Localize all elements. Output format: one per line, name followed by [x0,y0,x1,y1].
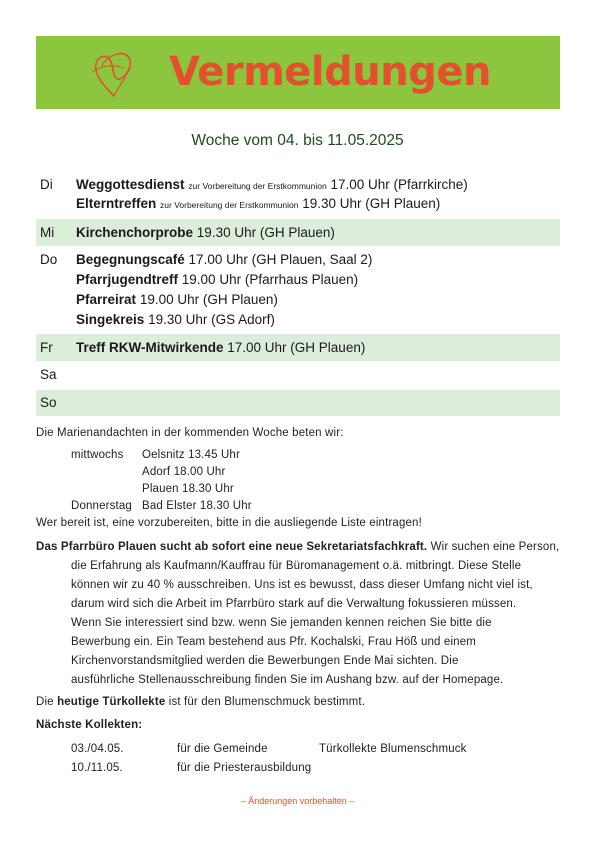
day-label: Di [40,177,53,192]
footer-note: – Änderungen vorbehalten – [240,796,355,806]
marienandachten-thursday-label: Donnerstag [71,500,132,512]
job-line: die Erfahrung als Kaufmann/Kauffrau für Büromanagement o.ä. mitbringt. Diese Stelle [71,560,522,572]
event-name: Kirchenchorprobe [76,225,194,240]
job-first-line [36,541,559,553]
kollekte-highlight: heutige Türkollekte [57,696,166,708]
event-note: zur Vorbereitung der Erstkommunion [188,181,327,191]
event-line [76,312,275,327]
event-time: 19.30 Uhr (GH Plauen) [302,196,441,211]
event-line [76,225,335,240]
week-title: Woche vom 04. bis 11.05.2025 [191,132,404,149]
event-name: Treff RKW-Mitwirkende [76,340,224,355]
event-line [76,196,440,211]
event-line [76,292,278,307]
job-first-line-rest: Wir suchen eine Person, [430,541,560,553]
collection-purpose: für die Priesterausbildung [177,762,312,774]
kollekte-suffix: ist für den Blumenschmuck bestimmt. [168,696,366,708]
job-line: Kirchenvorstandsmitglied werden die Bewerbungen Ende Mai sichten. Die [71,655,459,667]
event-line [76,272,358,287]
collection-date: 10./11.05. [71,762,123,774]
event-name: Singekreis [76,312,145,327]
marienandachten-intro: Die Marienandachten in der kommenden Woche beten wir: [36,427,344,439]
kollekte-prefix: Die [36,696,54,708]
event-time: 19.30 Uhr (GH Plauen) [196,225,335,240]
collection-purpose: für die Gemeinde [177,743,268,755]
day-label: Do [40,252,58,267]
heart-ribbon-logo-icon [88,44,144,102]
event-line [76,340,365,355]
event-name: Pfarreirat [76,292,137,307]
marienandachten-item: Plauen 18.30 Uhr [142,483,234,495]
marienandachten-item: Oelsnitz 13.45 Uhr [142,449,240,461]
event-time: 17.00 Uhr (GH Plauen, Saal 2) [188,252,373,267]
event-time: 19.00 Uhr (Pfarrhaus Plauen) [181,272,359,287]
event-name: Begegnungscafé [76,252,185,267]
event-line [76,252,372,267]
event-note: zur Vorbereitung der Erstkommunion [160,200,299,210]
kollekte-line [36,696,365,708]
event-name: Pfarrjugendtreff [76,272,179,287]
collection-date: 03./04.05. [71,743,124,755]
next-collections-heading: Nächste Kollekten: [36,719,143,731]
marienandachten-item: Adorf 18.00 Uhr [142,466,226,478]
event-time: 19.00 Uhr (GH Plauen) [139,292,278,307]
header-banner [36,36,560,109]
day-row-so [36,390,560,416]
job-headline: Das Pfarrbüro Plauen sucht ab sofort eine neue Sekretariatsfachkraft. [36,541,428,553]
job-line: darum wird sich die Arbeit im Pfarrbüro stark auf die Verwaltung fokussieren müssen. [71,598,517,610]
event-name: Weggottesdienst [76,177,185,192]
job-line: Wenn Sie interessiert sind bzw. wenn Sie jemanden kennen reichen Sie bitte die [71,617,492,629]
event-time: 17.00 Uhr (Pfarrkirche) [330,177,468,192]
page-title: Vermeldungen [169,49,491,95]
event-name: Elterntreffen [76,196,157,211]
day-row-di [36,174,560,216]
marienandachten-outro: Wer bereit ist, eine vorzubereiten, bitte in die ausliegende Liste eintragen! [36,517,422,529]
marienandachten-item: Bad Elster 18.30 Uhr [142,500,252,512]
job-line: können wir zu 40 % ausschreiben. Uns ist es bewusst, dass dieser Umfang nicht viel ist, [71,579,533,591]
day-label: Sa [40,367,57,382]
job-line: ausführliche Stellenausschreibung finden Sie im Aushang bzw. auf der Homepage. [71,674,504,686]
collection-extra: Türkollekte Blumenschmuck [319,743,467,755]
day-label: So [40,395,57,410]
day-label: Mi [40,225,55,240]
day-row-fr [36,334,560,361]
job-line: Bewerbung ein. Ein Team bestehend aus Pfr. Kochalski, Frau Höß und einem [71,636,477,648]
marienandachten-wednesday-label: mittwochs [71,449,124,461]
event-line [76,177,468,192]
day-row-sa [36,363,560,388]
day-row-mi [36,219,560,246]
day-label: Fr [40,340,53,355]
event-time: 17.00 Uhr (GH Plauen) [227,340,366,355]
event-time: 19.30 Uhr (GS Adorf) [148,312,275,327]
day-row-do [36,249,560,331]
